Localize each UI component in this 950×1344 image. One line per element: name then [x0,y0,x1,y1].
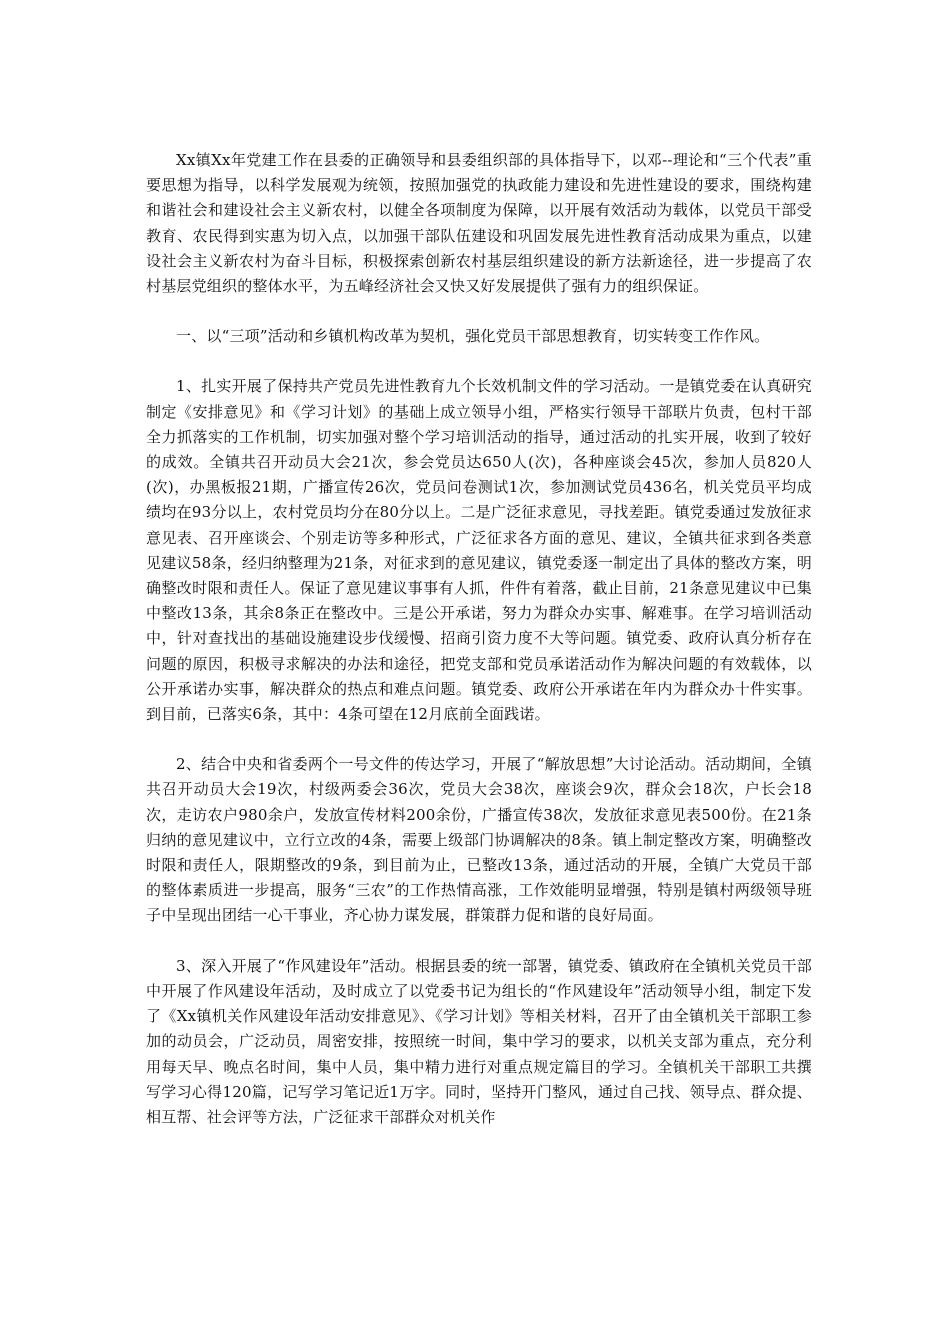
document-body [146,148,812,1155]
paragraph-intro: Xx镇Xx年党建工作在县委的正确领导和县委组织部的具体指导下，以邓--理论和“三个代表”重要思想为指导，以科学发展观为统领，按照加强党的执政能力建设和先进性建设的要求，围绕构建和谐社会和建设社会主义新农村，以健全各项制度为保障，以开展有效活动为载体，以党员干部受教育、农民得到实惠为切入点，以加强干部队伍建设和巩固发展先进性教育活动成果为重点，以建设社会主义新农村为奋斗目标，积极探索创新农村基层组织建设的新方法新途径，进一步提高了农村基层党组织的整体水平，为五峰经济社会又快又好发展提供了强有力的组织保证。 [146,151,812,296]
paragraph-item-1: 1、扎实开展了保持共产党员先进性教育九个长效机制文件的学习活动。一是镇党委在认真研究制定《安排意见》和《学习计划》的基础上成立领导小组，严格实行领导干部联片负责，包村干部全力抓落实的工作机制，切实加强对整个学习培训活动的指导，通过活动的扎实开展，收到了较好的成效。全镇共召开动员大会21次，参会党员达650人(次)，各种座谈会45次，参加人员820人(次)，办黑板报21期，广播宣传26次，党员问卷测试1次，参加测试党员436名，机关党员平均成绩均在93分以上，农村党员均分在80分以上。二是广泛征求意见，寻找差距。镇党委通过发放征求意见表、召开座谈会、个别走访等多种形式，广泛征求各方面的意见、建议，全镇共征求到各类意见建议58条，经归纳整理为21条，对征求到的意见建议，镇党委逐一制定出了具体的整改方案，明确整改时限和责任人。保证了意见建议事事有人抓，件件有着落，截止目前，21条意见建议中已集中整改13条，其余8条正在整改中。三是公开承诺，努力为群众办实事、解难事。在学习培训活动中，针对查找出的基础设施建设步伐缓慢、招商引资力度不大等问题。镇党委、政府认真分析存在问题的原因，积极寻求解决的办法和途径，把党支部和党员承诺活动作为解决问题的有效载体，以公开承诺办实事，解决群众的热点和难点问题。镇党委、政府公开承诺在年内为群众办十件实事。到目前，已落实6条，其中：4条可望在12月底前全面践诺。 [146,377,812,724]
paragraph-item-3: 3、深入开展了“作风建设年”活动。根据县委的统一部署，镇党委、镇政府在全镇机关党员干部中开展了作风建设年活动，及时成立了以党委书记为组长的“作风建设年”活动领导小组，制定下发了《Xx镇机关作风建设年活动安排意见》、《学习计划》等相关材料，召开了由全镇机关干部职工参加的动员会，广泛动员，周密安排，按照统一时间，集中学习的要求，以机关支部为重点，充分利用每天早、晚点名时间，集中人员，集中精力进行对重点规定篇目的学习。全镇机关干部职工共撰写学习心得120篇，记写学习笔记近1万字。同时，坚持开门整风，通过自己找、领导点、群众提、相互帮、社会评等方法，广泛征求干部群众对机关作 [146,956,812,1126]
paragraph-section-heading: 一、以“三项”活动和乡镇机构改革为契机，强化党员干部思想教育，切实转变工作作风。 [176,327,770,346]
paragraph-item-2: 2、结合中央和省委两个一号文件的传达学习，开展了“解放思想”大讨论活动。活动期间，全镇共召开动员大会19次，村级两委会36次，党员大会38次，座谈会9次，群众会18次，户长会18次，走访农户980余户，发放宣传材料200余份，广播宣传38次，发放征求意见表500份。在21条归纳的意见建议中，立行立改的4条，需要上级部门协调解决的8条。镇上制定整改方案，明确整改时限和责任人，限期整改的9条，到目前为止，已整改13条，通过活动的开展，全镇广大党员干部的整体素质进一步提高，服务“三农”的工作热情高涨，工作效能明显增强，特别是镇村两级领导班子中呈现出团结一心干事业，齐心协力谋发展，群策群力促和谐的良好局面。 [146,755,812,925]
